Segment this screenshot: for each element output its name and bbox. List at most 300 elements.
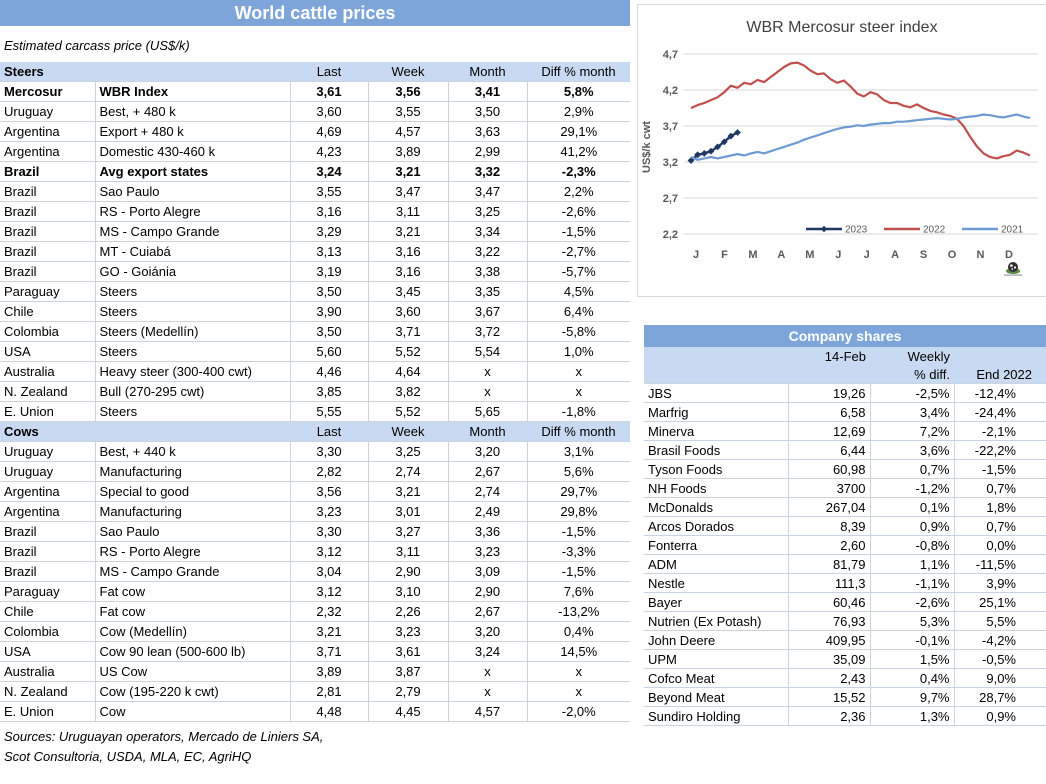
diff-cell: 0,4%	[527, 622, 630, 642]
diff-cell: -1,8%	[527, 402, 630, 422]
company-row	[644, 574, 1046, 593]
end-2022-cell: -12,4%	[954, 384, 1046, 403]
country-cell: Brazil	[0, 182, 95, 202]
diff-cell: x	[527, 362, 630, 382]
end-2022-cell: -2,1%	[954, 422, 1046, 441]
week-cell: 4,57	[368, 122, 448, 142]
column-header: Week	[368, 62, 448, 82]
diff-cell: -2,6%	[527, 202, 630, 222]
description-cell: Cow (Medellín)	[95, 622, 290, 642]
company-name-cell: UPM	[644, 650, 788, 669]
description-cell: MT - Cuiabá	[95, 242, 290, 262]
diff-cell: x	[527, 662, 630, 682]
column-header	[95, 422, 290, 442]
price-row	[0, 182, 630, 202]
price-row	[0, 222, 630, 242]
diff-cell: -3,3%	[527, 542, 630, 562]
company-row	[644, 631, 1046, 650]
description-cell: Special to good	[95, 482, 290, 502]
company-name-cell: McDonalds	[644, 498, 788, 517]
company-header-pct-diff: % diff.	[870, 365, 954, 384]
price-row	[0, 202, 630, 222]
price-row	[0, 282, 630, 302]
last-cell: 5,55	[290, 402, 368, 422]
country-cell: Brazil	[0, 242, 95, 262]
price-cell: 2,36	[788, 707, 870, 726]
column-header	[95, 62, 290, 82]
weekly-diff-cell: 1,3%	[870, 707, 954, 726]
last-cell: 3,04	[290, 562, 368, 582]
weekly-diff-cell: 1,1%	[870, 555, 954, 574]
month-cell: 2,74	[448, 482, 527, 502]
price-cell: 267,04	[788, 498, 870, 517]
week-cell: 2,90	[368, 562, 448, 582]
last-cell: 2,32	[290, 602, 368, 622]
last-cell: 3,19	[290, 262, 368, 282]
month-cell: 3,25	[448, 202, 527, 222]
last-cell: 3,61	[290, 82, 368, 102]
month-cell: x	[448, 362, 527, 382]
country-cell: N. Zealand	[0, 382, 95, 402]
company-row	[644, 669, 1046, 688]
x-tick-label: J	[863, 249, 870, 261]
diff-cell: -1,5%	[527, 222, 630, 242]
week-cell: 4,64	[368, 362, 448, 382]
country-cell: Mercosur	[0, 82, 95, 102]
month-cell: 5,65	[448, 402, 527, 422]
price-row	[0, 622, 630, 642]
description-cell: MS - Campo Grande	[95, 222, 290, 242]
price-row	[0, 122, 630, 142]
country-cell: USA	[0, 642, 95, 662]
price-row	[0, 502, 630, 522]
company-name-cell: Nutrien (Ex Potash)	[644, 612, 788, 631]
column-header: Diff % month	[527, 422, 630, 442]
last-cell: 3,12	[290, 582, 368, 602]
week-cell: 3,01	[368, 502, 448, 522]
y-tick-label: 3,2	[662, 157, 678, 169]
description-cell: Steers	[95, 342, 290, 362]
end-2022-cell: 0,0%	[954, 536, 1046, 555]
diff-cell: -2,7%	[527, 242, 630, 262]
month-cell: 3,67	[448, 302, 527, 322]
company-shares-table	[644, 347, 1046, 726]
company-row	[644, 422, 1046, 441]
x-tick-label: A	[891, 249, 900, 261]
company-header-row-2	[644, 365, 1046, 384]
x-tick-label: M	[805, 249, 815, 261]
country-cell: Argentina	[0, 122, 95, 142]
description-cell: Steers	[95, 402, 290, 422]
last-cell: 3,12	[290, 542, 368, 562]
series-marker	[701, 150, 708, 157]
company-name-cell: NH Foods	[644, 479, 788, 498]
description-cell: Cow 90 lean (500-600 lb)	[95, 642, 290, 662]
last-cell: 3,55	[290, 182, 368, 202]
x-tick-label: S	[919, 249, 928, 261]
last-cell: 2,81	[290, 682, 368, 702]
legend-label-2023: 2023	[845, 224, 868, 236]
last-cell: 3,30	[290, 522, 368, 542]
description-cell: Cow (195-220 k cwt)	[95, 682, 290, 702]
last-cell: 3,21	[290, 622, 368, 642]
week-cell: 3,11	[368, 202, 448, 222]
weekly-diff-cell: -1,2%	[870, 479, 954, 498]
price-row	[0, 162, 630, 182]
y-tick-label: 4,7	[662, 49, 678, 61]
weekly-diff-cell: -1,1%	[870, 574, 954, 593]
description-cell: Steers	[95, 282, 290, 302]
last-cell: 3,30	[290, 442, 368, 462]
month-cell: 3,32	[448, 162, 527, 182]
country-cell: Australia	[0, 662, 95, 682]
price-row	[0, 462, 630, 482]
weekly-diff-cell: -2,5%	[870, 384, 954, 403]
country-cell: Uruguay	[0, 442, 95, 462]
week-cell: 3,89	[368, 142, 448, 162]
last-cell: 3,23	[290, 502, 368, 522]
month-cell: x	[448, 682, 527, 702]
description-cell: Best, + 440 k	[95, 442, 290, 462]
last-cell: 3,24	[290, 162, 368, 182]
month-cell: 3,63	[448, 122, 527, 142]
price-cell: 409,95	[788, 631, 870, 650]
end-2022-cell: -1,5%	[954, 460, 1046, 479]
company-row	[644, 536, 1046, 555]
weekly-diff-cell: -2,6%	[870, 593, 954, 612]
price-table	[0, 62, 630, 722]
month-cell: 3,20	[448, 442, 527, 462]
company-shares-panel	[644, 325, 1046, 726]
country-cell: Colombia	[0, 622, 95, 642]
price-row	[0, 302, 630, 322]
weekly-diff-cell: -0,1%	[870, 631, 954, 650]
week-cell: 3,87	[368, 662, 448, 682]
end-2022-cell: 0,9%	[954, 707, 1046, 726]
description-cell: Best, + 480 k	[95, 102, 290, 122]
weekly-diff-cell: 0,9%	[870, 517, 954, 536]
company-name-cell: ADM	[644, 555, 788, 574]
description-cell: Domestic 430-460 k	[95, 142, 290, 162]
x-tick-label: O	[947, 249, 957, 261]
end-2022-cell: 3,9%	[954, 574, 1046, 593]
weekly-diff-cell: 1,5%	[870, 650, 954, 669]
company-name-cell: Nestle	[644, 574, 788, 593]
month-cell: 5,54	[448, 342, 527, 362]
week-cell: 3,16	[368, 242, 448, 262]
month-cell: 2,90	[448, 582, 527, 602]
chart-plot-area	[638, 5, 1044, 294]
last-cell: 3,71	[290, 642, 368, 662]
week-cell: 3,21	[368, 162, 448, 182]
country-cell: Brazil	[0, 522, 95, 542]
country-cell: Argentina	[0, 502, 95, 522]
company-row	[644, 517, 1046, 536]
company-name-cell: Minerva	[644, 422, 788, 441]
diff-cell: x	[527, 682, 630, 702]
price-row	[0, 402, 630, 422]
last-cell: 3,90	[290, 302, 368, 322]
company-name-cell: John Deere	[644, 631, 788, 650]
country-cell: Brazil	[0, 542, 95, 562]
weekly-diff-cell: 5,3%	[870, 612, 954, 631]
weekly-diff-cell: 9,7%	[870, 688, 954, 707]
end-2022-cell: 1,8%	[954, 498, 1046, 517]
column-header: Diff % month	[527, 62, 630, 82]
company-header-blank	[788, 365, 870, 384]
x-tick-label: A	[777, 249, 786, 261]
price-cell: 19,26	[788, 384, 870, 403]
company-header-weekly: Weekly	[870, 347, 954, 365]
country-cell: N. Zealand	[0, 682, 95, 702]
price-row	[0, 542, 630, 562]
description-cell: Bull (270-295 cwt)	[95, 382, 290, 402]
column-header: Last	[290, 422, 368, 442]
description-cell: Steers	[95, 302, 290, 322]
price-row	[0, 662, 630, 682]
month-cell: 3,09	[448, 562, 527, 582]
month-cell: 2,67	[448, 602, 527, 622]
country-cell: Paraguay	[0, 582, 95, 602]
week-cell: 3,27	[368, 522, 448, 542]
diff-cell: 4,5%	[527, 282, 630, 302]
week-cell: 3,21	[368, 222, 448, 242]
week-cell: 5,52	[368, 402, 448, 422]
end-2022-cell: -11,5%	[954, 555, 1046, 574]
price-row	[0, 522, 630, 542]
company-row	[644, 593, 1046, 612]
price-cell: 111,3	[788, 574, 870, 593]
price-cell: 15,52	[788, 688, 870, 707]
month-cell: 3,36	[448, 522, 527, 542]
company-row	[644, 460, 1046, 479]
week-cell: 3,82	[368, 382, 448, 402]
diff-cell: -13,2%	[527, 602, 630, 622]
country-cell: E. Union	[0, 702, 95, 722]
x-tick-label: J	[835, 249, 842, 261]
price-row	[0, 482, 630, 502]
company-name-cell: Bayer	[644, 593, 788, 612]
company-row	[644, 403, 1046, 422]
country-cell: Colombia	[0, 322, 95, 342]
price-row	[0, 82, 630, 102]
price-cell: 81,79	[788, 555, 870, 574]
company-name-cell: Fonterra	[644, 536, 788, 555]
legend-marker	[821, 226, 827, 232]
price-cell: 2,60	[788, 536, 870, 555]
steer-index-chart	[637, 4, 1046, 297]
company-name-cell: Marfrig	[644, 403, 788, 422]
last-cell: 3,85	[290, 382, 368, 402]
company-name-cell: Brasil Foods	[644, 441, 788, 460]
weekly-diff-cell: 0,4%	[870, 669, 954, 688]
company-shares-title: Company shares	[644, 325, 1046, 347]
weekly-diff-cell: 3,6%	[870, 441, 954, 460]
diff-cell: -5,7%	[527, 262, 630, 282]
price-row	[0, 442, 630, 462]
diff-cell: 7,6%	[527, 582, 630, 602]
description-cell: MS - Campo Grande	[95, 562, 290, 582]
column-header: Week	[368, 422, 448, 442]
end-2022-cell: 0,7%	[954, 479, 1046, 498]
end-2022-cell: 5,5%	[954, 612, 1046, 631]
price-cell: 76,93	[788, 612, 870, 631]
end-2022-cell: -24,4%	[954, 403, 1046, 422]
column-header: Month	[448, 422, 527, 442]
diff-cell: 1,0%	[527, 342, 630, 362]
month-cell: 3,47	[448, 182, 527, 202]
last-cell: 4,46	[290, 362, 368, 382]
column-header: Month	[448, 62, 527, 82]
company-name-cell: Cofco Meat	[644, 669, 788, 688]
section-header-row	[0, 62, 630, 82]
country-cell: Brazil	[0, 262, 95, 282]
price-row	[0, 342, 630, 362]
diff-cell: 41,2%	[527, 142, 630, 162]
country-cell: Uruguay	[0, 102, 95, 122]
diff-cell: 6,4%	[527, 302, 630, 322]
diff-cell: -2,3%	[527, 162, 630, 182]
price-cell: 8,39	[788, 517, 870, 536]
company-name-cell: Tyson Foods	[644, 460, 788, 479]
price-cell: 2,43	[788, 669, 870, 688]
month-cell: x	[448, 382, 527, 402]
weekly-diff-cell: 0,7%	[870, 460, 954, 479]
legend-label-2022: 2022	[923, 224, 946, 236]
company-header-date: 14-Feb	[788, 347, 870, 365]
x-tick-label: M	[748, 249, 758, 261]
description-cell: Export + 480 k	[95, 122, 290, 142]
description-cell: Manufacturing	[95, 462, 290, 482]
country-cell: Brazil	[0, 162, 95, 182]
sources-line-2: Scot Consultoria, USDA, MLA, EC, AgriHQ	[4, 749, 252, 764]
price-row	[0, 642, 630, 662]
country-cell: Brazil	[0, 202, 95, 222]
company-header-blank	[644, 347, 788, 365]
price-row	[0, 582, 630, 602]
week-cell: 3,10	[368, 582, 448, 602]
month-cell: 3,22	[448, 242, 527, 262]
price-row	[0, 242, 630, 262]
x-tick-label: N	[976, 249, 985, 261]
week-cell: 4,45	[368, 702, 448, 722]
price-cell: 35,09	[788, 650, 870, 669]
week-cell: 3,56	[368, 82, 448, 102]
column-header: Last	[290, 62, 368, 82]
month-cell: 3,23	[448, 542, 527, 562]
company-name-cell: Beyond Meat	[644, 688, 788, 707]
country-cell: Paraguay	[0, 282, 95, 302]
description-cell: Manufacturing	[95, 502, 290, 522]
price-subtitle: Estimated carcass price (US$/k)	[4, 38, 190, 53]
month-cell: 3,41	[448, 82, 527, 102]
section-label: Cows	[0, 422, 95, 442]
end-2022-cell: 28,7%	[954, 688, 1046, 707]
diff-cell: 29,7%	[527, 482, 630, 502]
month-cell: 2,67	[448, 462, 527, 482]
last-cell: 3,29	[290, 222, 368, 242]
description-cell: RS - Porto Alegre	[95, 542, 290, 562]
price-row	[0, 602, 630, 622]
week-cell: 3,71	[368, 322, 448, 342]
week-cell: 3,47	[368, 182, 448, 202]
month-cell: 3,24	[448, 642, 527, 662]
series-line-2022	[691, 63, 1030, 159]
diff-cell: 2,9%	[527, 102, 630, 122]
country-cell: Argentina	[0, 142, 95, 162]
section-header-row	[0, 422, 630, 442]
week-cell: 3,11	[368, 542, 448, 562]
x-tick-label: D	[1004, 249, 1013, 261]
price-row	[0, 382, 630, 402]
last-cell: 3,89	[290, 662, 368, 682]
x-tick-label: J	[692, 249, 700, 261]
price-cell: 12,69	[788, 422, 870, 441]
price-row	[0, 142, 630, 162]
price-row	[0, 702, 630, 722]
price-cell: 3700	[788, 479, 870, 498]
end-2022-cell: -22,2%	[954, 441, 1046, 460]
country-cell: Uruguay	[0, 462, 95, 482]
section-label: Steers	[0, 62, 95, 82]
price-cell: 60,46	[788, 593, 870, 612]
last-cell: 5,60	[290, 342, 368, 362]
month-cell: 3,38	[448, 262, 527, 282]
diff-cell: -1,5%	[527, 562, 630, 582]
diff-cell: 5,8%	[527, 82, 630, 102]
week-cell: 3,23	[368, 622, 448, 642]
description-cell: RS - Porto Alegre	[95, 202, 290, 222]
price-row	[0, 262, 630, 282]
week-cell: 2,74	[368, 462, 448, 482]
month-cell: 4,57	[448, 702, 527, 722]
y-axis-label: US$/k cwt	[641, 121, 653, 173]
company-row	[644, 612, 1046, 631]
company-row	[644, 479, 1046, 498]
last-cell: 4,48	[290, 702, 368, 722]
last-cell: 3,50	[290, 322, 368, 342]
month-cell: x	[448, 662, 527, 682]
month-cell: 2,49	[448, 502, 527, 522]
weekly-diff-cell: 0,1%	[870, 498, 954, 517]
company-name-cell: Arcos Dorados	[644, 517, 788, 536]
last-cell: 2,82	[290, 462, 368, 482]
weekly-diff-cell: -0,8%	[870, 536, 954, 555]
end-2022-cell: -4,2%	[954, 631, 1046, 650]
price-row	[0, 682, 630, 702]
diff-cell: -5,8%	[527, 322, 630, 342]
company-row	[644, 555, 1046, 574]
company-header-blank	[954, 347, 1046, 365]
price-row	[0, 562, 630, 582]
y-tick-label: 2,7	[662, 193, 678, 205]
diff-cell: 5,6%	[527, 462, 630, 482]
country-cell: Argentina	[0, 482, 95, 502]
last-cell: 4,69	[290, 122, 368, 142]
company-row	[644, 384, 1046, 403]
legend-label-2021: 2021	[1001, 224, 1024, 236]
price-cell: 60,98	[788, 460, 870, 479]
description-cell: Sao Paulo	[95, 522, 290, 542]
description-cell: Steers (Medellín)	[95, 322, 290, 342]
end-2022-cell: -0,5%	[954, 650, 1046, 669]
world-prices-title: World cattle prices	[0, 0, 630, 26]
last-cell: 4,23	[290, 142, 368, 162]
country-cell: Brazil	[0, 562, 95, 582]
country-cell: Chile	[0, 302, 95, 322]
country-cell: USA	[0, 342, 95, 362]
description-cell: Fat cow	[95, 582, 290, 602]
